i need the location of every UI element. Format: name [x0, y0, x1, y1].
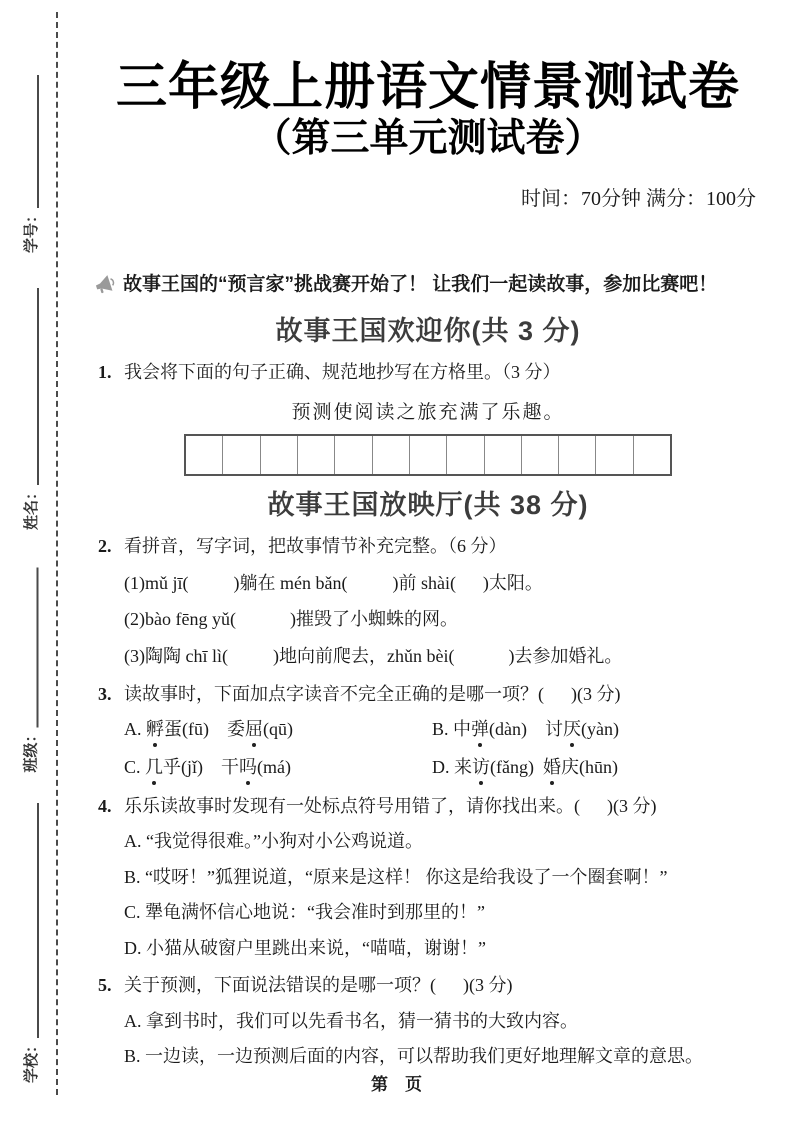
question-4-stem: 乐乐读故事时发现有一处标点符号用错了，请你找出来。( )(3 分) — [124, 795, 657, 816]
megaphone-icon — [94, 274, 116, 302]
question-5 — [78, 974, 778, 997]
question-2-item-3: (3)陶陶 chī lì( )地向前爬去，zhǔn bèi( )去参加婚礼。 — [124, 645, 623, 666]
student-name-label: 姓名： — [23, 484, 40, 530]
question-3-stem: 读故事时，下面加点字读音不完全正确的是哪一项？( )(3 分) — [124, 684, 621, 704]
grid-cell — [298, 436, 335, 474]
student-name-blank-line — [37, 288, 39, 485]
question-4-option-d: D. 小猫从破窗户里跳出来说，“喵喵，谢谢！” — [124, 937, 486, 958]
question-4-number: 4. — [98, 795, 112, 816]
student-id-label: 学号： — [23, 207, 40, 253]
section2-heading: 故事王国放映厅(共 38 分) — [267, 489, 589, 520]
dotted-character: 婚 — [543, 754, 561, 780]
question-1 — [78, 361, 778, 384]
grid-cell — [634, 436, 670, 474]
sentence-to-copy: 预测使阅读之旅充满了乐趣。 — [291, 401, 565, 423]
grid-cell — [559, 436, 596, 474]
class-blank-line — [37, 568, 39, 728]
question-4-option-c: C. 犟龟满怀信心地说：“我会准时到那里的！” — [124, 902, 485, 922]
grid-cell — [596, 436, 633, 474]
page-number-footer: 第 页 — [371, 1075, 422, 1094]
dotted-character: 屈 — [245, 716, 263, 742]
question-1-number: 1. — [98, 362, 112, 383]
student-name-field — [21, 288, 43, 530]
school-label: 学校： — [23, 1037, 40, 1083]
question-3-number: 3. — [98, 684, 112, 704]
question-4-option-a: A. “我觉得很难。”小狗对小公鸡说道。 — [124, 831, 423, 851]
question-5-number: 5. — [98, 975, 112, 995]
dotted-character: 吗 — [239, 754, 257, 780]
question-5-option-a: A. 拿到书时，我们可以先看书名，猜一猜书的大致内容。 — [124, 1010, 578, 1031]
dotted-character: 弹 — [471, 716, 489, 742]
question-5-option-b: B. 一边读，一边预测后面的内容，可以帮助我们更好地理解文章的意思。 — [124, 1046, 704, 1066]
intro-text: 故事王国的“预言家”挑战赛开始了！ 让我们一起读故事，参加比赛吧！ — [123, 274, 718, 296]
question-4-option-b: B. “哎呀！”狐狸说道，“原来是这样！ 你这是给我设了一个圈套啊！” — [124, 866, 668, 887]
question-5-stem: 关于预测，下面说法错误的是哪一项？( )(3 分) — [124, 975, 513, 995]
grid-cell — [186, 436, 223, 474]
question-1-stem: 我会将下面的句子正确、规范地抄写在方格里。（3 分） — [124, 362, 561, 383]
paper-title: 三年级上册语文情景测试卷 — [115, 58, 740, 115]
grid-cell — [410, 436, 447, 474]
binding-dashed-line — [56, 12, 58, 1095]
grid-cell — [373, 436, 410, 474]
school-blank-line — [37, 803, 39, 1038]
copy-grid — [184, 434, 672, 476]
student-id-blank-line — [37, 75, 39, 208]
student-id-field — [21, 75, 43, 253]
question-3-option-d: D. 来访(fǎng) 婚庆(hūn) — [432, 754, 778, 780]
grid-cell — [335, 436, 372, 474]
class-label: 班级： — [22, 727, 40, 773]
dotted-character: 厌 — [563, 716, 581, 742]
question-3-option-c: C. 几乎(jǐ) 干吗(má) — [124, 754, 432, 780]
grid-cell — [522, 436, 559, 474]
question-3-options — [78, 716, 778, 780]
dotted-character: 几 — [145, 754, 163, 780]
question-2 — [78, 535, 778, 558]
question-4 — [78, 795, 778, 818]
question-2-item-2: (2)bào fēng yǔ( )摧毁了小蜘蛛的网。 — [124, 609, 458, 629]
question-3-option-b: B. 中弹(dàn) 讨厌(yàn) — [432, 716, 778, 742]
question-2-stem: 看拼音，写字词，把故事情节补充完整。（6 分） — [124, 536, 507, 556]
section1-heading: 故事王国欢迎你(共 3 分) — [275, 315, 581, 346]
question-3-option-a: A. 孵蛋(fū) 委屈(qū) — [124, 716, 432, 742]
school-field — [21, 803, 43, 1083]
time-score-info: 时间：70分钟 满分：100分 — [521, 188, 756, 211]
grid-cell — [485, 436, 522, 474]
grid-cell — [447, 436, 484, 474]
question-2-item-1: (1)mǔ jī( )躺在 mén bǎn( )前 shài( )太阳。 — [124, 572, 543, 593]
question-3 — [78, 683, 778, 706]
intro-banner — [78, 273, 778, 302]
dotted-character: 访 — [472, 754, 490, 780]
paper-subtitle: （第三单元测试卷） — [252, 117, 604, 161]
class-field — [21, 568, 43, 773]
dotted-character: 孵 — [146, 716, 164, 742]
question-2-number: 2. — [98, 536, 112, 556]
paper-content — [78, 0, 778, 1068]
grid-cell — [261, 436, 298, 474]
grid-cell — [223, 436, 260, 474]
